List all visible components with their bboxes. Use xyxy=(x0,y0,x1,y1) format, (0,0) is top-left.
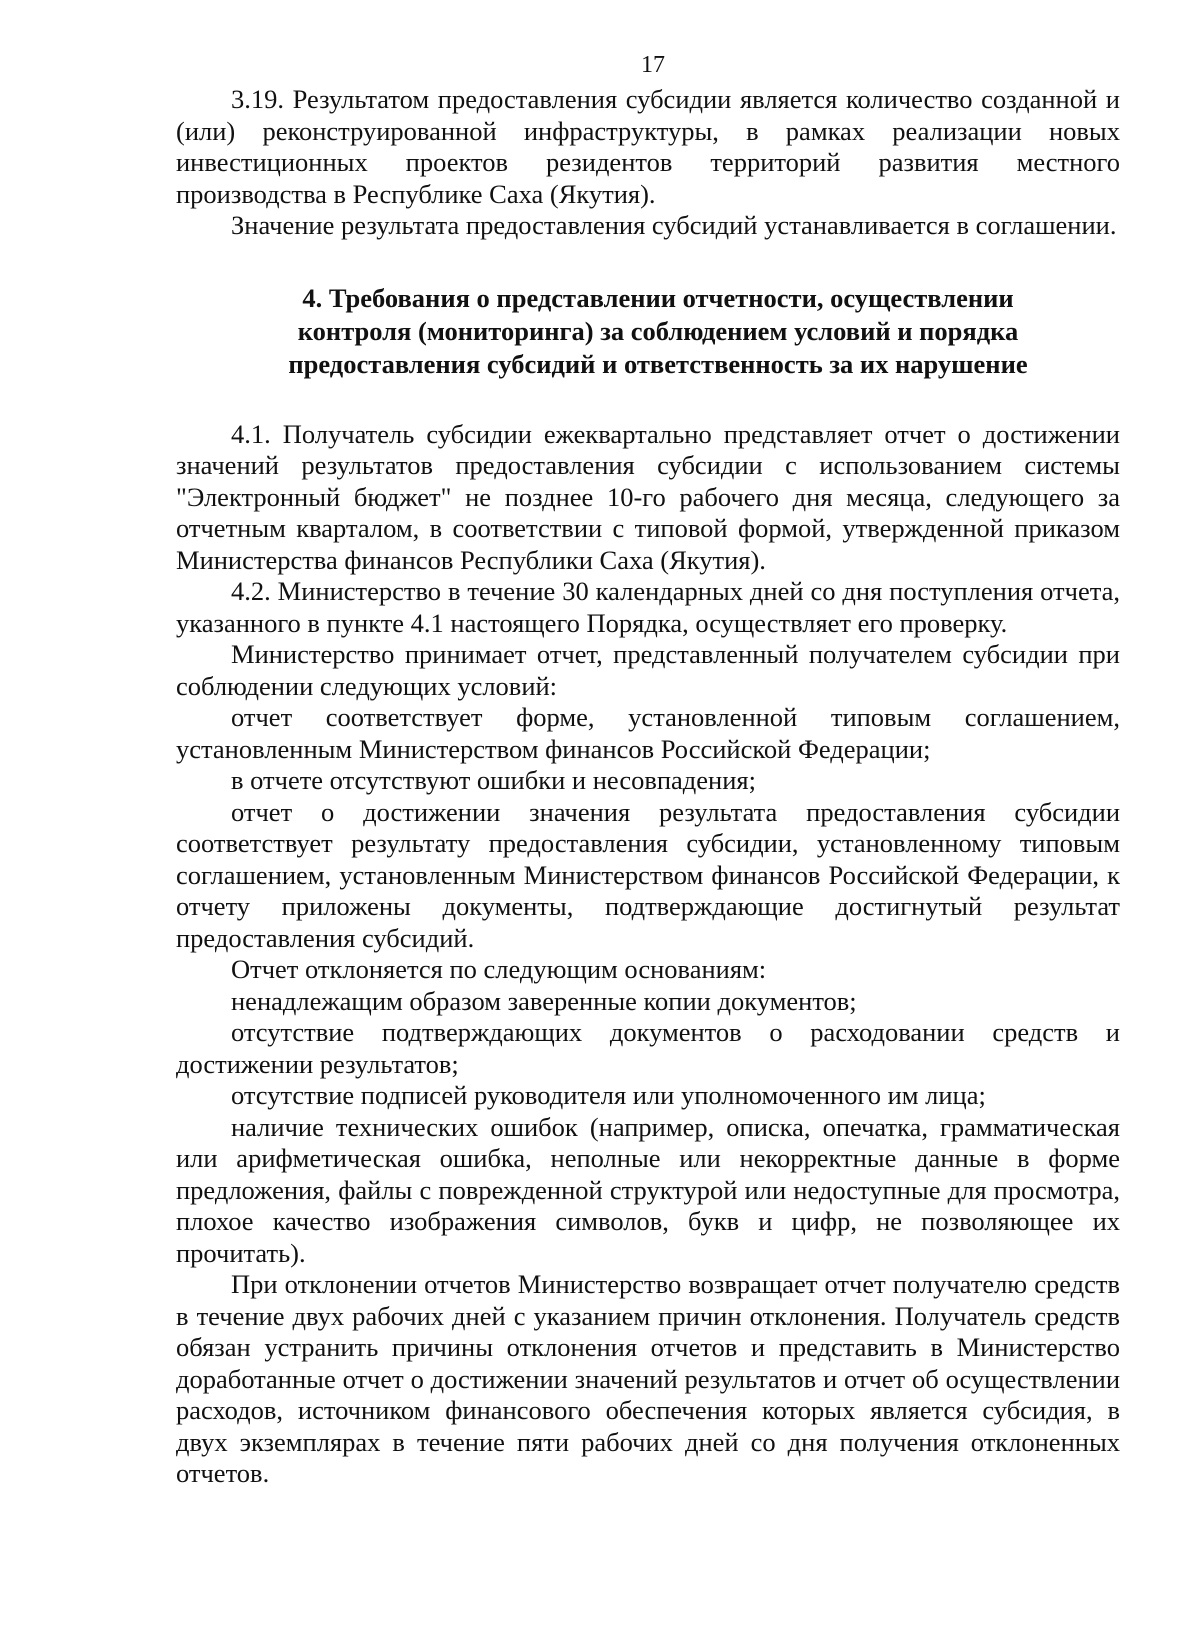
paragraph-return-procedure: При отклонении отчетов Министерство возвращает отчет получателю средств в течение двух рабочих дней с указанием причин отклонения. Получатель средств обязан устранить причины отклонения отчетов и представить в Министерство доработанные отчет о достижении значений результатов и отчет об осуществлении расходов, источником финансового обеспечения которых является субсидия, в двух экземплярах в течение пяти рабочих дней со дня получения отклоненных отчетов. xyxy=(176,1269,1120,1488)
paragraph-ground-copies: ненадлежащим образом заверенные копии документов; xyxy=(231,985,857,1016)
paragraph-3-19: 3.19. Результатом предоставления субсидии является количество созданной и (или) реконструированной инфраструктуры, в рамках реализации новых инвестиционных проектов резидентов территорий развития местного производства в Республике Саха (Якутия). xyxy=(176,84,1120,209)
paragraph-acceptance: Министерство принимает отчет, представленный получателем субсидии при соблюдении следующих условий: xyxy=(176,639,1120,701)
paragraph-condition-result: отчет о достижении значения результата предоставления субсидии соответствует результату предоставления субсидии, установленному типовым соглашением, установленным Министерством финансов Российской Федерации, к отчету приложены документы, подтверждающие достигнутый результат предоставления субсидий. xyxy=(176,796,1120,953)
paragraph-4-2: 4.2. Министерство в течение 30 календарных дней со дня поступления отчета, указанного в пункте 4.1 настоящего Порядка, осуществляет его проверку. xyxy=(176,576,1120,638)
paragraph-condition-errors: в отчете отсутствуют ошибки и несовпадения; xyxy=(231,765,756,795)
page-number: 17 xyxy=(641,52,665,78)
paragraph-result-value: Значение результата предоставления субсидий устанавливается в соглашении. xyxy=(231,210,1117,240)
document-page xyxy=(176,50,1120,1490)
paragraph-rejection-grounds: Отчет отклоняется по следующим основаниям: xyxy=(231,954,767,984)
paragraph-condition-form: отчет соответствует форме, установленной типовым соглашением, установленным Министерством финансов Российской Федерации; xyxy=(176,702,1120,764)
paragraph-4-1: 4.1. Получатель субсидии ежеквартально представляет отчет о достижении значений результатов предоставления субсидии с использованием системы "Электронный бюджет" не позднее 10-го рабочего дня месяца, следующего за отчетным кварталом, в соответствии с типовой формой, утвержденной приказом Министерства финансов Республики Саха (Якутия). xyxy=(176,418,1120,575)
section-heading: 4. Требования о представлении отчетности, осуществлении контроля (мониторинга) за соблюдением условий и порядка предоставления субсидий и ответственность за их нарушение xyxy=(288,282,1028,379)
paragraph-ground-technical: наличие технических ошибок (например, описка, опечатка, грамматическая или арифметическая ошибка, неполные или некорректные данные в форме предложения, файлы с поврежденной структурой или недоступные для просмотра, плохое качество изображения символов, букв и цифр, не позволяющее их прочитать). xyxy=(176,1111,1120,1268)
paragraph-ground-signatures: отсутствие подписей руководителя или уполномоченного им лица; xyxy=(231,1080,986,1110)
paragraph-ground-documents: отсутствие подтверждающих документов о расходовании средств и достижении результатов; xyxy=(176,1017,1120,1079)
